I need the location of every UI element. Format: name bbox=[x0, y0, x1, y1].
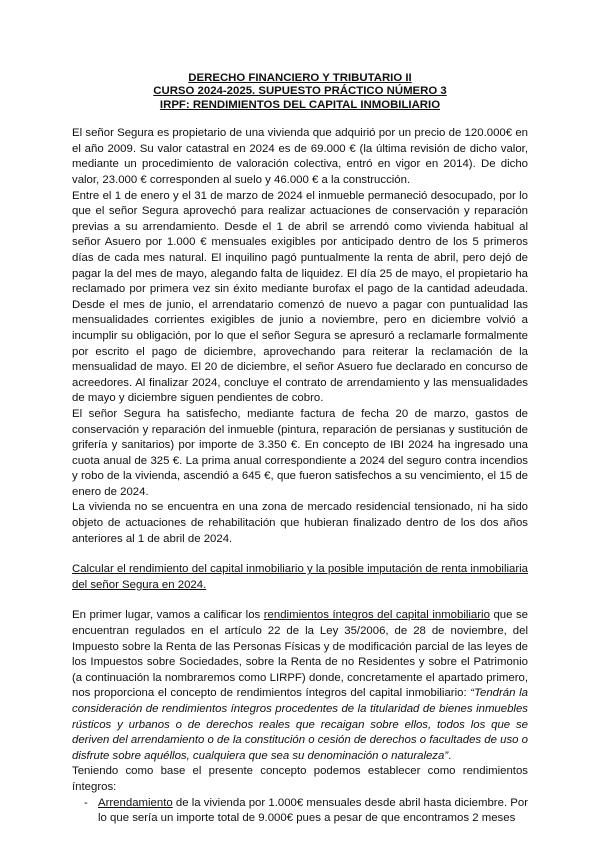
course-title: DERECHO FINANCIERO Y TRIBUTARIO II bbox=[188, 72, 412, 84]
topic-title: IRPF: RENDIMIENTOS DEL CAPITAL INMOBILIARIO bbox=[159, 98, 441, 111]
income-list bbox=[72, 796, 528, 827]
paragraph-property: El señor Segura es propietario de una vivienda que adquirió por un precio de 120.000€ en el año 2009. Su valor catastral en 2024 es de 69.000 € (la última revisión de dicho valor, mediante un procedimiento de valoración colectiva, entró en vigor en 2014). De dicho valor, 23.000 € corresponden al suelo y 46.000 € a la construcción. bbox=[72, 127, 528, 186]
list-item bbox=[72, 796, 528, 827]
list-item-text: de la vivienda por 1.000€ mensuales desde abril hasta diciembre. Por lo que sería un importe total de 9.000€ pues a pesar de que encontramos 2 meses bbox=[98, 796, 528, 825]
document-header bbox=[72, 72, 528, 112]
legal-quote: “Tendrán la consideración de rendimientos íntegros procedentes de la titularidad de bienes inmuebles rústicos y urbanos o de derechos reales que recaigan sobre ellos, todos los que se deriven del arrendamiento o de la constitución o cesión de derechos o facultades de uso o disfrute sobre aquéllos, cualquiera que sea su denominación o naturaleza” bbox=[72, 687, 528, 762]
spacer bbox=[72, 593, 528, 608]
paragraph-lease: Entre el 1 de enero y el 31 de marzo de 2024 el inmueble permaneció desocupado, por lo que el señor Segura aprovechó para realizar actuaciones de conservación y reparación previas a su arrendamiento. Desde el 1 de abril se arrendó como vivienda habitual al señor Asuero por 1.000 € mensuales exigibles por anticipado dentro de los 5 primeros días de cada mes natural. El inquilino pagó puntualmente la renta de abril, pero dejó de pagar la del mes de mayo, alegando falta de liquidez. El día 25 de mayo, el propietario ha reclamado por primera vez sin éxito mediante burofax el pago de la cantidad adeudada. Desde el mes de junio, el arrendatario comenzó de nuevo a pagar con puntualidad las mensualidades corrientes exigibles de junio a noviembre, pero en diciembre volvió a incumplir su obligación, por lo que el señor Segura se apresuró a reclamarle formalmente por escrito el pago de diciembre, aprovechando para reiterar la reclamación de la mensualidad de mayo. El 20 de diciembre, el señor Asuero fue declarado en concurso de acreedores. Al finalizar 2024, concluye el contrato de arrendamiento y las mensualidades de mayo y diciembre siguen pendientes de cobro. bbox=[72, 189, 528, 405]
answer-intro-list: Teniendo como base el presente concepto podemos establecer como rendimientos íntegros: bbox=[72, 765, 528, 793]
answer-text-end: . bbox=[448, 749, 452, 762]
paragraph-zone: La vivienda no se encuentra en una zona de mercado residencial tensionado, ni ha sido objeto de actuaciones de rehabilitación que hubieran finalizado dentro de los dos años anteriores al 1 de abril de 2024. bbox=[72, 501, 528, 545]
spacer bbox=[72, 547, 528, 562]
dash-bullet: - bbox=[84, 796, 88, 809]
answer-text-start: En primer lugar, vamos a calificar los bbox=[72, 609, 264, 622]
list-item-term: Arrendamiento bbox=[98, 796, 173, 809]
answer-text-mid: que se encuentran regulados en el artículo 22 de la Ley 35/2006, de 28 de noviembre, del Impuesto sobre la Renta de las Personas Físicas y de modificación parcial de las leyes de los Impuestos sobre Sociedades, sobre la Renta de no Residentes y sobre el Patrimonio (a continuación la nombraremos como LIRPF) donde, concretamente el apartado primero, nos proporciona el concepto de rendimientos íntegros del capital inmobiliario: bbox=[72, 609, 529, 700]
question: Calcular el rendimiento del capital inmobiliario y la posible imputación de renta inmobiliaria del señor Segura en 2024. bbox=[72, 563, 528, 591]
paragraph-expenses: El señor Segura ha satisfecho, mediante factura de fecha 20 de marzo, gastos de conservación y reparación del inmueble (pintura, reparación de persianas y sustitución de grifería y sanitarios) por importe de 3.350 €. En concepto de IBI 2024 ha ingresado una cuota anual de 325 €. La prima anual correspondiente a 2024 del seguro contra incendios y robo de la vivienda, ascendió a 645 €, que fueron satisfechos a su vencimiento, el 15 de enero de 2024. bbox=[72, 407, 528, 498]
answer-underlined-term: rendimientos íntegros del capital inmobiliario bbox=[263, 609, 490, 622]
course-subtitle: CURSO 2024-2025. SUPUESTO PRÁCTICO NÚMERO 3 bbox=[153, 85, 447, 98]
answer-paragraph bbox=[72, 608, 528, 764]
